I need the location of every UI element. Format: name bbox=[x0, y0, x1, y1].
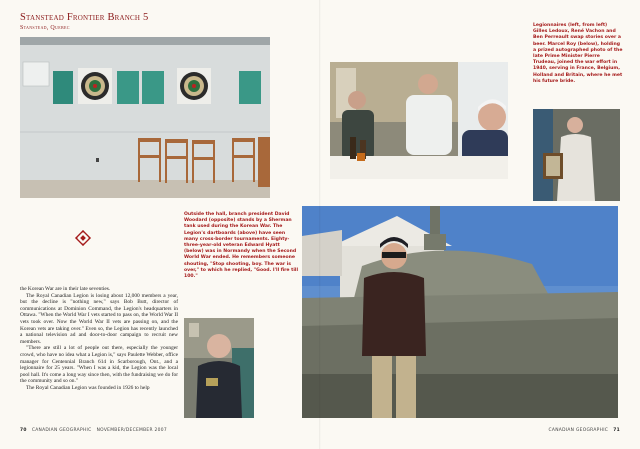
hall-caption: Outside the hall, branch president David Woodard (opposite) stands by a Sherman tank used during the Korean War. The Legion's dartboards (above) have seen many cross-border tournaments. Eighty-three-year-old veteran Edward Hyatt (below) was in Normandy when the Second World War ended. He remembers someone shouting, "Stop shooting, boy. The war is over," to which he replied, "Good. I'll fire till 100." bbox=[184, 212, 299, 280]
article-body bbox=[20, 286, 178, 392]
tank-photo bbox=[302, 206, 618, 418]
article-paragraph: "There are still a lot of people out there, especially the younger crowd, who have no idea what a Legion is," says Paulette Webber, office manager for Centennial Branch 614 in Scarborough, Ont., and a legionnaire for 25 years. "When I was a kid, the Legion was the local pool hall. It's come a long way since then, with the fundraising we do for the community and so on." bbox=[20, 345, 178, 385]
left-page-number: 70 bbox=[20, 428, 27, 433]
legionnaires-caption: Legionnaires (left, from left) Gilles Ledoux, René Vachon and Ben Perreault swap stories over a beer. Marcel Roy (below), holding a prized autographed photo of the late Prime Minister Pierre Trudeau, joined the war effort in 1940, serving in France, Belgium, Holland and Britain, where he met his future bride. bbox=[533, 23, 623, 84]
edward-hyatt-photo bbox=[184, 318, 254, 418]
left-page-footer bbox=[20, 428, 167, 433]
article-subtitle: Stanstead, Quebec bbox=[20, 25, 70, 31]
right-page-footer bbox=[549, 428, 620, 433]
left-magazine-name: CANADIAN GEOGRAPHIC bbox=[31, 428, 92, 433]
left-issue-date: NOVEMBER/DECEMBER 2007 bbox=[96, 428, 167, 433]
right-magazine-name: CANADIAN GEOGRAPHIC bbox=[548, 428, 609, 433]
legionnaires-photo bbox=[330, 62, 508, 179]
page-gutter bbox=[319, 0, 321, 449]
article-paragraph: The Royal Canadian Legion is losing about 12,000 members a year, but the decline is "nothing new," says Bob Butt, director of communications at Dominion Command, the Legion's headquarters in Ottawa. "When the World War I vets started to pass on, the World War II vets took over. Now the World War II vets are passing on, and the Korean vets are taking over." Even so, the Legion has recently launched a national television ad and door-to-door campaign to recruit new members. bbox=[20, 292, 178, 345]
poppy-ornament-icon bbox=[75, 230, 91, 246]
legion-hall-photo bbox=[20, 37, 270, 198]
right-page-number: 71 bbox=[613, 428, 620, 433]
article-title: Stanstead Frontier Branch 5 bbox=[20, 12, 149, 23]
article-paragraph: the Korean War are in their late seventies. bbox=[20, 286, 111, 292]
marcel-roy-photo bbox=[533, 109, 620, 201]
article-paragraph: The Royal Canadian Legion was founded in 1926 to help bbox=[26, 384, 150, 391]
